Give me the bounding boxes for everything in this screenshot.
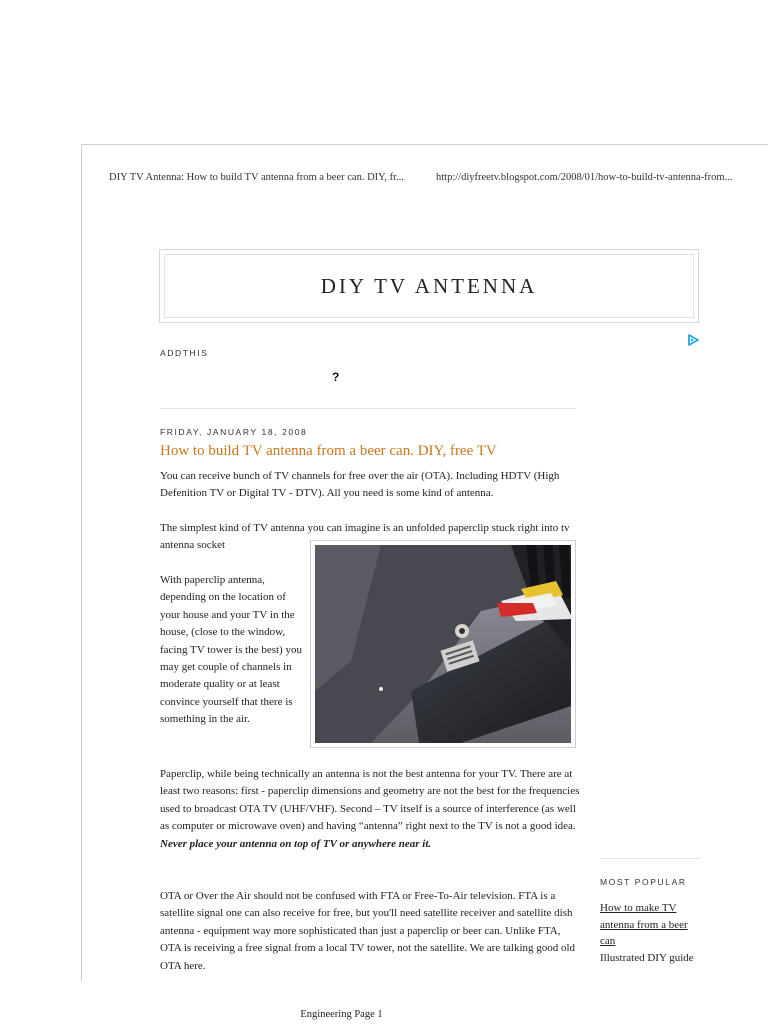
most-popular-heading: MOST POPULAR	[600, 877, 687, 887]
post-paragraph-4-emphasis: Never place your antenna on top of TV or anywhere near it.	[160, 837, 432, 850]
blog-header-inner	[164, 254, 694, 318]
post-paragraph-5: OTA or Over the Air should not be confused with FTA or Free-To-Air television. FTA is a satellite signal one can also receive for free, but you'll need satellite receiver and satellite dish antenna - equipment way more sophisticated than just a paperclip or beer can. Unlike FTA, OTA is receiving a free signal from a local TV tower, not the satellite. We are talking good old OTA here.	[160, 890, 576, 972]
post-paragraph-4	[160, 766, 580, 853]
adchoices-icon[interactable]	[686, 333, 700, 347]
popular-item	[600, 900, 700, 966]
post-title[interactable]: How to build TV antenna from a beer can. DIY, free TV	[160, 443, 497, 459]
page-footer: Engineering Page 1	[300, 1009, 383, 1020]
printed-page	[81, 144, 768, 981]
post-paragraph-3: With paperclip antenna, depending on the location of your house and your TV in the house, (close to the window, facing TV tower is the best) you may get couple of channels in moderate quality or at least convince yourself that there is something in the air.	[160, 574, 302, 726]
most-popular-list	[600, 900, 700, 966]
print-header-title: DIY TV Antenna: How to build TV antenna from a beer can. DIY, fr...	[109, 172, 404, 183]
post-paragraph-2: The simplest kind of TV antenna you can imagine is an unfolded paperclip stuck right into tv antenna socket	[160, 522, 570, 552]
print-header-url: http://diyfreetv.blogspot.com/2008/01/how-to-build-tv-antenna-from...	[436, 172, 733, 183]
sidebar-divider	[600, 858, 700, 859]
popular-item-link[interactable]: How to make TV antenna from a beer can	[600, 902, 688, 948]
tv-antenna-socket-photo[interactable]	[310, 540, 576, 748]
post-paragraph-4-text: Paperclip, while being technically an antenna is not the best antenna for your TV. There are at least two reasons: first - paperclip dimensions and geometry are not the best for the frequencies used to broadcast OTA TV (UHF/VHF). Second – TV itself is a source of interference (as well as computer or microwave oven) and having “antenna” right next to the TV is not a good idea.	[160, 768, 580, 833]
blog-header	[159, 249, 699, 323]
popular-item-desc: Illustrated DIY guide	[600, 951, 694, 964]
divider	[160, 408, 576, 409]
missing-widget-mark: ?	[332, 370, 340, 384]
print-header	[109, 172, 768, 188]
addthis-label[interactable]: ADDTHIS	[160, 348, 209, 358]
post-paragraph-1: You can receive bunch of TV channels for free over the air (OTA). Including HDTV (High Defenition TV or Digital TV - DTV). All you need is some kind of antenna.	[160, 470, 560, 500]
post-date: FRIDAY, JANUARY 18, 2008	[160, 427, 308, 437]
blog-title[interactable]: DIY TV ANTENNA	[320, 273, 538, 298]
